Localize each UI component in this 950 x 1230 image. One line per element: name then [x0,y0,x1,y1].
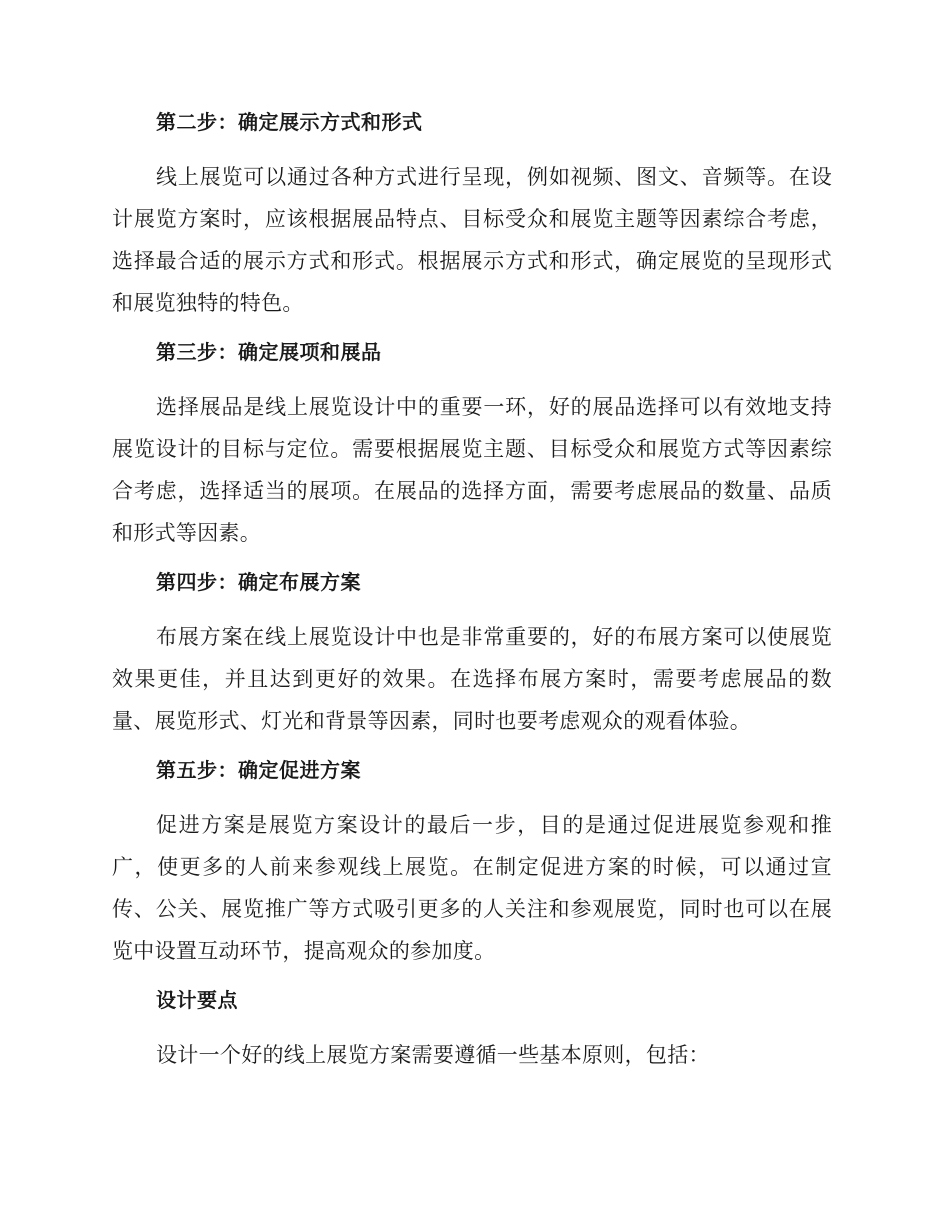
section-body-step-2: 线上展览可以通过各种方式进行呈现，例如视频、图文、音频等。在设计展览方案时，应该根据展品特点、目标受众和展览主题等因素综合考虑，选择最合适的展示方式和形式。根据展示方式和形式，确定展览的呈现形式和展览独特的特色。 [112,165,832,315]
section-heading-step-5: 第五步：确定促进方案 [156,758,361,782]
section-body-step-4: 布展方案在线上展览设计中也是非常重要的，好的布展方案可以使展览效果更佳，并且达到更好的效果。在选择布展方案时，需要考虑展品的数量、展览形式、灯光和背景等因素，同时也要考虑观众的观看体验。 [112,625,832,733]
document-page [112,108,832,1090]
section-body-step-5: 促进方案是展览方案设计的最后一步，目的是通过促进展览参观和推广，使更多的人前来参观线上展览。在制定促进方案的时候，可以通过宣传、公关、展览推广等方式吸引更多的人关注和参观展览，同时也可以在展览中设置互动环节，提高观众的参加度。 [112,813,832,963]
section-heading-step-4: 第四步：确定布展方案 [156,570,361,594]
section-body-step-3: 选择展品是线上展览设计中的重要一环，好的展品选择可以有效地支持展览设计的目标与定位。需要根据展览主题、目标受众和展览方式等因素综合考虑，选择适当的展项。在展品的选择方面，需要考虑展品的数量、品质和形式等因素。 [112,395,832,545]
section-body-design-points: 设计一个好的线上展览方案需要遵循一些基本原则，包括： [156,1043,710,1067]
section-heading-step-2: 第二步：确定展示方式和形式 [156,110,423,134]
section-heading-step-3: 第三步：确定展项和展品 [156,340,382,364]
section-heading-design-points: 设计要点 [156,988,238,1012]
